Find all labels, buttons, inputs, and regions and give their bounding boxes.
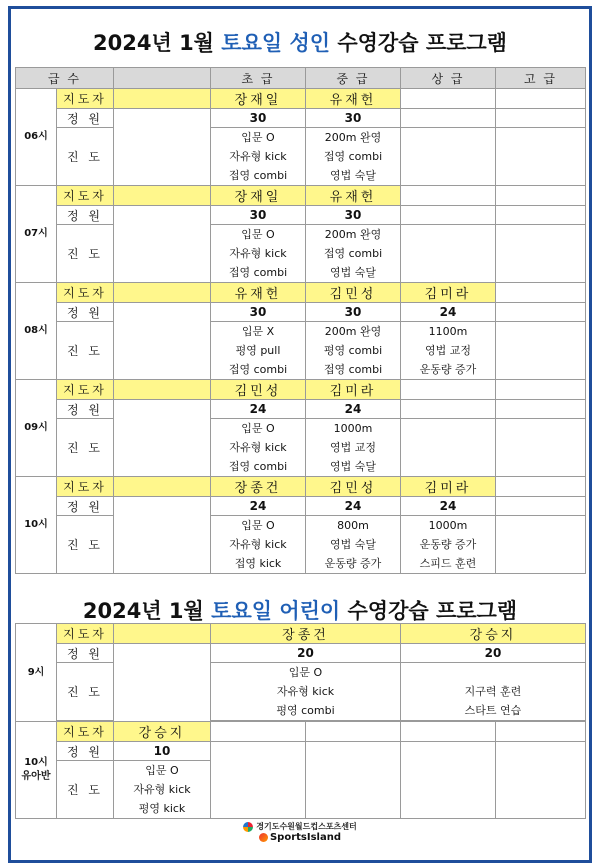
capacity-value xyxy=(496,400,586,419)
instructor-label: 지도자 xyxy=(57,624,114,644)
instructor-label: 지도자 xyxy=(57,283,114,303)
progress-cell xyxy=(401,419,496,477)
instructor-name xyxy=(401,380,496,400)
progress-line: 스피드 훈련 xyxy=(419,557,477,570)
progress-line: 자유형 kick xyxy=(229,150,287,163)
capacity-value: 24 xyxy=(401,303,496,322)
capacity-label: 정 원 xyxy=(57,497,114,516)
progress-line: 운동량 증가 xyxy=(419,538,477,551)
session-capacity-row xyxy=(16,497,586,516)
session-capacity-row xyxy=(16,206,586,225)
adult-header-row xyxy=(16,68,586,89)
globe-icon xyxy=(243,822,253,832)
kids-9-instructor-2: 강승지 xyxy=(401,624,586,644)
progress-line: 영법 숙달 xyxy=(329,169,376,182)
progress-line: 입문 O xyxy=(241,131,275,144)
kids-time-10: 10시 유아반 xyxy=(16,722,57,819)
session-progress-row xyxy=(16,419,586,477)
progress-line: 운동량 증가 xyxy=(324,557,382,570)
capacity-label: 정 원 xyxy=(57,303,114,322)
capacity-value: 24 xyxy=(306,497,401,516)
progress-label: 진 도 xyxy=(57,225,114,283)
capacity-value: 24 xyxy=(306,400,401,419)
capacity-value xyxy=(496,206,586,225)
session-time: 09시 xyxy=(16,380,57,477)
progress-line: 접영 combi xyxy=(323,247,383,260)
session-time: 07시 xyxy=(16,186,57,283)
instructor-name: 장종건 xyxy=(211,477,306,497)
capacity-value xyxy=(496,303,586,322)
progress-line: 접영 combi xyxy=(323,150,383,163)
instructor-name xyxy=(496,186,586,206)
instructor-name xyxy=(401,89,496,109)
progress-line: 200m 완영 xyxy=(324,228,382,241)
kids-9-progress-2: 지구력 훈련 스타트 연습 xyxy=(401,663,586,721)
session-time: 06시 xyxy=(16,89,57,186)
progress-line: 1000m xyxy=(428,519,468,532)
progress-line: 영법 숙달 xyxy=(329,266,376,279)
instructor-name xyxy=(496,477,586,497)
blank-header xyxy=(114,68,211,89)
capacity-value: 30 xyxy=(211,109,306,128)
capacity-value: 24 xyxy=(211,497,306,516)
progress-label: 진 도 xyxy=(57,663,114,721)
kids-9-capacity-1: 20 xyxy=(211,644,401,663)
instructor-name: 유재헌 xyxy=(306,186,401,206)
instructor-name: 장재일 xyxy=(211,186,306,206)
capacity-value: 30 xyxy=(306,109,401,128)
progress-line: 자유형 kick xyxy=(229,247,287,260)
progress-line: 200m 완영 xyxy=(324,325,382,338)
kids-title: 2024년 1월 토요일 어린이 수영강습 프로그램 xyxy=(82,599,518,623)
progress-cell xyxy=(496,128,586,186)
progress-line: 영법 교정 xyxy=(329,441,376,454)
capacity-value xyxy=(401,206,496,225)
session-instructor-row xyxy=(16,380,586,400)
progress-line: 운동량 증가 xyxy=(419,363,477,376)
capacity-value: 30 xyxy=(306,303,401,322)
progress-cell xyxy=(306,322,401,380)
progress-cell xyxy=(401,128,496,186)
session-instructor-row xyxy=(16,477,586,497)
session-progress-row xyxy=(16,322,586,380)
capacity-label: 정 원 xyxy=(57,109,114,128)
session-time: 08시 xyxy=(16,283,57,380)
session-progress-row xyxy=(16,128,586,186)
progress-line: 입문 X xyxy=(241,325,275,338)
progress-label: 진 도 xyxy=(57,419,114,477)
sportsisland-icon xyxy=(259,833,268,842)
sports-center-logo: 경기도수원월드컵스포츠센터 SportsIsland xyxy=(11,821,589,843)
progress-line: 1100m xyxy=(428,325,468,338)
progress-line: 평영 pull xyxy=(235,344,281,357)
adult-title: 2024년 1월 토요일 성인 수영강습 프로그램 xyxy=(93,31,507,55)
kids-10-capacity: 10 xyxy=(114,742,211,761)
progress-label: 진 도 xyxy=(57,516,114,574)
progress-line: 1000m xyxy=(333,422,373,435)
progress-label: 진 도 xyxy=(57,128,114,186)
session-capacity-row xyxy=(16,109,586,128)
capacity-label: 정 원 xyxy=(57,644,114,663)
progress-line: 영법 교정 xyxy=(424,344,471,357)
capacity-value xyxy=(496,497,586,516)
kids-title-highlight: 토요일 어린이 xyxy=(211,599,341,623)
kids-9-progress-row xyxy=(16,663,586,721)
progress-cell xyxy=(401,516,496,574)
kids-10-capacity-row xyxy=(16,742,586,761)
kids-9-capacity-2: 20 xyxy=(401,644,586,663)
capacity-label: 정 원 xyxy=(57,400,114,419)
capacity-value xyxy=(401,400,496,419)
instructor-name: 김미라 xyxy=(401,283,496,303)
advanced-header: 상 급 xyxy=(401,68,496,89)
kids-9-capacity-row xyxy=(16,644,586,663)
capacity-value: 30 xyxy=(211,303,306,322)
session-progress-row xyxy=(16,225,586,283)
progress-cell xyxy=(306,516,401,574)
progress-line: 접영 combi xyxy=(228,363,288,376)
capacity-value: 30 xyxy=(306,206,401,225)
progress-line: 영법 숙달 xyxy=(329,538,376,551)
instructor-name: 김미라 xyxy=(401,477,496,497)
progress-cell xyxy=(401,225,496,283)
progress-line: 입문 O xyxy=(241,519,275,532)
instructor-name: 김민성 xyxy=(306,283,401,303)
instructor-name: 유재헌 xyxy=(211,283,306,303)
instructor-label: 지도자 xyxy=(57,89,114,109)
capacity-value xyxy=(401,109,496,128)
session-capacity-row xyxy=(16,400,586,419)
instructor-name: 김민성 xyxy=(211,380,306,400)
instructor-name xyxy=(496,380,586,400)
instructor-name: 유재헌 xyxy=(306,89,401,109)
progress-line: 자유형 kick xyxy=(229,538,287,551)
capacity-label: 정 원 xyxy=(57,742,114,761)
progress-label: 진 도 xyxy=(57,761,114,819)
progress-cell xyxy=(211,225,306,283)
adult-schedule-table xyxy=(15,67,586,574)
progress-cell xyxy=(496,419,586,477)
kids-10-progress: 입문 O 자유형 kick 평영 kick xyxy=(114,761,211,819)
instructor-name: 김민성 xyxy=(306,477,401,497)
instructor-name: 김미라 xyxy=(306,380,401,400)
progress-cell xyxy=(306,419,401,477)
progress-line: 접영 combi xyxy=(323,363,383,376)
capacity-value: 24 xyxy=(401,497,496,516)
progress-cell xyxy=(306,225,401,283)
expert-header: 고 급 xyxy=(496,68,586,89)
progress-line: 입문 O xyxy=(241,228,275,241)
intermediate-header: 중 급 xyxy=(306,68,401,89)
progress-cell xyxy=(211,322,306,380)
progress-cell xyxy=(401,322,496,380)
capacity-value xyxy=(496,109,586,128)
instructor-label: 지도자 xyxy=(57,186,114,206)
progress-cell xyxy=(496,322,586,380)
progress-cell xyxy=(496,516,586,574)
adult-title-highlight: 토요일 성인 xyxy=(221,31,331,55)
kids-9-progress-1: 입문 O 자유형 kick 평영 combi xyxy=(211,663,401,721)
progress-line: 800m xyxy=(337,519,369,532)
instructor-label: 지도자 xyxy=(57,722,114,742)
capacity-value: 24 xyxy=(211,400,306,419)
session-instructor-row xyxy=(16,89,586,109)
kids-10-instructor-row xyxy=(16,722,586,742)
progress-label: 진 도 xyxy=(57,322,114,380)
kids-9-instructor-1: 장종건 xyxy=(211,624,401,644)
session-instructor-row xyxy=(16,186,586,206)
schedule-poster xyxy=(8,6,592,863)
instructor-name xyxy=(401,186,496,206)
grade-header: 급 수 xyxy=(16,68,114,89)
progress-line: 접영 combi xyxy=(228,266,288,279)
instructor-name: 장재일 xyxy=(211,89,306,109)
instructor-label: 지도자 xyxy=(57,380,114,400)
progress-cell xyxy=(496,225,586,283)
progress-cell xyxy=(211,128,306,186)
instructor-name xyxy=(496,89,586,109)
progress-line: 영법 숙달 xyxy=(329,460,376,473)
capacity-value: 30 xyxy=(211,206,306,225)
session-capacity-row xyxy=(16,303,586,322)
progress-cell xyxy=(306,128,401,186)
progress-cell xyxy=(211,419,306,477)
progress-line: 접영 combi xyxy=(228,169,288,182)
progress-line: 입문 O xyxy=(241,422,275,435)
instructor-label: 지도자 xyxy=(57,477,114,497)
capacity-label: 정 원 xyxy=(57,206,114,225)
kids-9-instructor-row xyxy=(16,624,586,644)
progress-line: 접영 kick xyxy=(234,557,282,570)
instructor-name xyxy=(496,283,586,303)
session-instructor-row xyxy=(16,283,586,303)
progress-line: 자유형 kick xyxy=(229,441,287,454)
kids-10-instructor: 강승지 xyxy=(114,722,211,742)
session-progress-row xyxy=(16,516,586,574)
kids-schedule-table xyxy=(15,623,586,819)
progress-cell xyxy=(211,516,306,574)
session-time: 10시 xyxy=(16,477,57,574)
progress-line: 200m 완영 xyxy=(324,131,382,144)
progress-line: 평영 combi xyxy=(323,344,383,357)
kids-time-9: 9시 xyxy=(16,624,57,722)
progress-line: 접영 combi xyxy=(228,460,288,473)
beginner-header: 초 급 xyxy=(211,68,306,89)
